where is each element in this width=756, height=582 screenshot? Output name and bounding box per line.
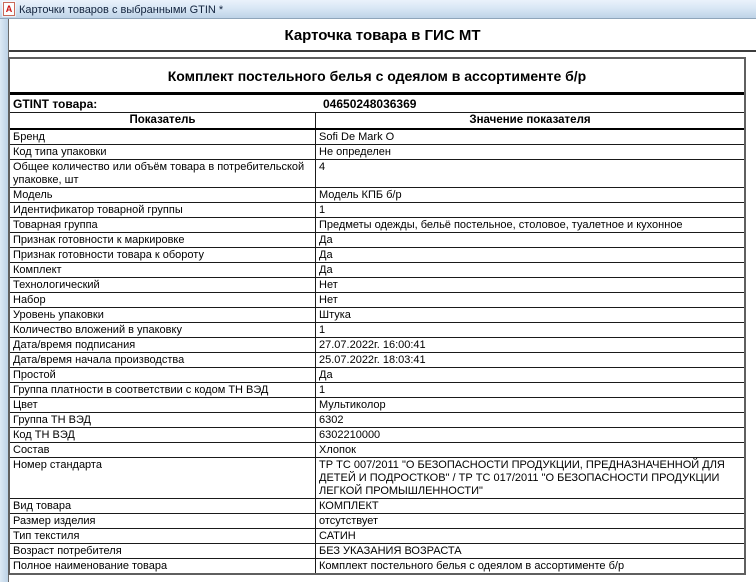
row-label: Дата/время начала производства [13,354,185,366]
table-row [10,130,744,144]
row-label: Технологический [13,279,100,291]
table-row [10,382,744,397]
row-value: 6302210000 [315,428,744,442]
table-row [10,352,744,367]
table-row [10,442,744,457]
table-row [10,159,744,187]
product-card [8,57,746,575]
tab-product-cards[interactable] [3,0,223,18]
row-label: Группа ТН ВЭД [13,414,91,426]
row-value: Нет [315,278,744,292]
table-row [10,322,744,337]
gtin-row [10,92,744,112]
row-label: Набор [13,294,46,306]
row-value: Не определен [315,145,744,159]
row-label: Количество вложений в упаковку [13,324,182,336]
table-row [10,528,744,543]
table-row [10,247,744,262]
row-value: 1 [315,203,744,217]
row-label: Цвет [13,399,38,411]
row-label: Идентификатор товарной группы [13,204,183,216]
table-header-row [10,112,744,130]
row-value: Комплект постельного белья с одеялом в ассортименте б/р [315,559,744,573]
window-left-edge [0,19,8,582]
table-row [10,262,744,277]
row-value: Да [315,233,744,247]
row-label: Группа платности в соответствии с кодом ТН ВЭД [13,384,269,396]
row-label: Тип текстиля [13,530,80,542]
row-label: Бренд [13,131,45,143]
table-row [10,427,744,442]
table-row [10,292,744,307]
row-value: Хлопок [315,443,744,457]
table-row [10,337,744,352]
row-label: Номер стандарта [13,459,102,471]
table-row [10,144,744,159]
row-value: 1 [315,323,744,337]
row-label: Уровень упаковки [13,309,104,321]
table-row [10,202,744,217]
table-row [10,543,744,558]
tab-label: Карточки товаров с выбранными GTIN * [19,3,224,16]
product-name-heading: Комплект постельного белья с одеялом в ассортименте б/р [167,68,587,84]
row-label: Признак готовности товара к обороту [13,249,204,261]
table-row [10,498,744,513]
row-value: Модель КПБ б/р [315,188,744,202]
row-value: Да [315,263,744,277]
row-value: 25.07.2022г. 18:03:41 [315,353,744,367]
gtin-value: 04650248036369 [323,97,417,111]
table-row [10,187,744,202]
row-label: Код ТН ВЭД [13,429,75,441]
row-value: Предметы одежды, бельё постельное, столовое, туалетное и кухонное [315,218,744,232]
row-value: КОМПЛЕКТ [315,499,744,513]
row-value: Sofi De Mark O [315,130,744,144]
tab-bar [0,0,756,19]
table-row [10,513,744,528]
row-label: Размер изделия [13,515,96,527]
page-title: Карточка товара в ГИС МТ [9,19,756,52]
table-row [10,232,744,247]
table-row [10,277,744,292]
row-value: САТИН [315,529,744,543]
table-row [10,397,744,412]
content-panel [8,19,756,582]
table-row [10,367,744,382]
row-label: Вид товара [13,500,72,512]
row-value: ТР ТС 007/2011 "О БЕЗОПАСНОСТИ ПРОДУКЦИИ, ПРЕДНАЗНАЧЕННОЙ ДЛЯ ДЕТЕЙ И ПОДРОСТКОВ" / ТР ТС 017/2011 "О БЕЗОПАСНОСТИ ПРОДУКЦИИ ЛЕГКОЙ ПРОМЫШЛЕННОСТИ" [315,458,744,498]
row-value: 1 [315,383,744,397]
row-label: Общее количество или объём товара в потребительской упаковке, шт [13,161,305,186]
row-label: Состав [13,444,50,456]
row-label: Модель [13,189,53,201]
row-value: Да [315,368,744,382]
row-label: Простой [13,369,56,381]
document-a-icon-letter: A [5,3,13,14]
table-row [10,457,744,498]
gtin-label: GTINT товара: [13,97,98,111]
table-row [10,558,744,573]
row-value: Штука [315,308,744,322]
row-value: Нет [315,293,744,307]
column-header-value: Значение показателя [315,113,744,128]
row-value: БЕЗ УКАЗАНИЯ ВОЗРАСТА [315,544,744,558]
table-row [10,307,744,322]
row-value: 27.07.2022г. 16:00:41 [315,338,744,352]
row-label: Возраст потребителя [13,545,122,557]
row-label: Дата/время подписания [13,339,136,351]
row-value: 4 [315,160,744,187]
row-value: Да [315,248,744,262]
row-label: Код типа упаковки [13,146,107,158]
row-label: Признак готовности к маркировке [13,234,185,246]
row-value: Мультиколор [315,398,744,412]
table-row [10,412,744,427]
row-label: Полное наименование товара [13,560,168,572]
document-a-icon [3,2,15,16]
row-value: отсутствует [315,514,744,528]
row-value: 6302 [315,413,744,427]
row-label: Товарная группа [13,219,98,231]
table-row [10,217,744,232]
column-header-indicator: Показатель [129,114,196,126]
row-label: Комплект [13,264,62,276]
table-body [10,130,744,573]
